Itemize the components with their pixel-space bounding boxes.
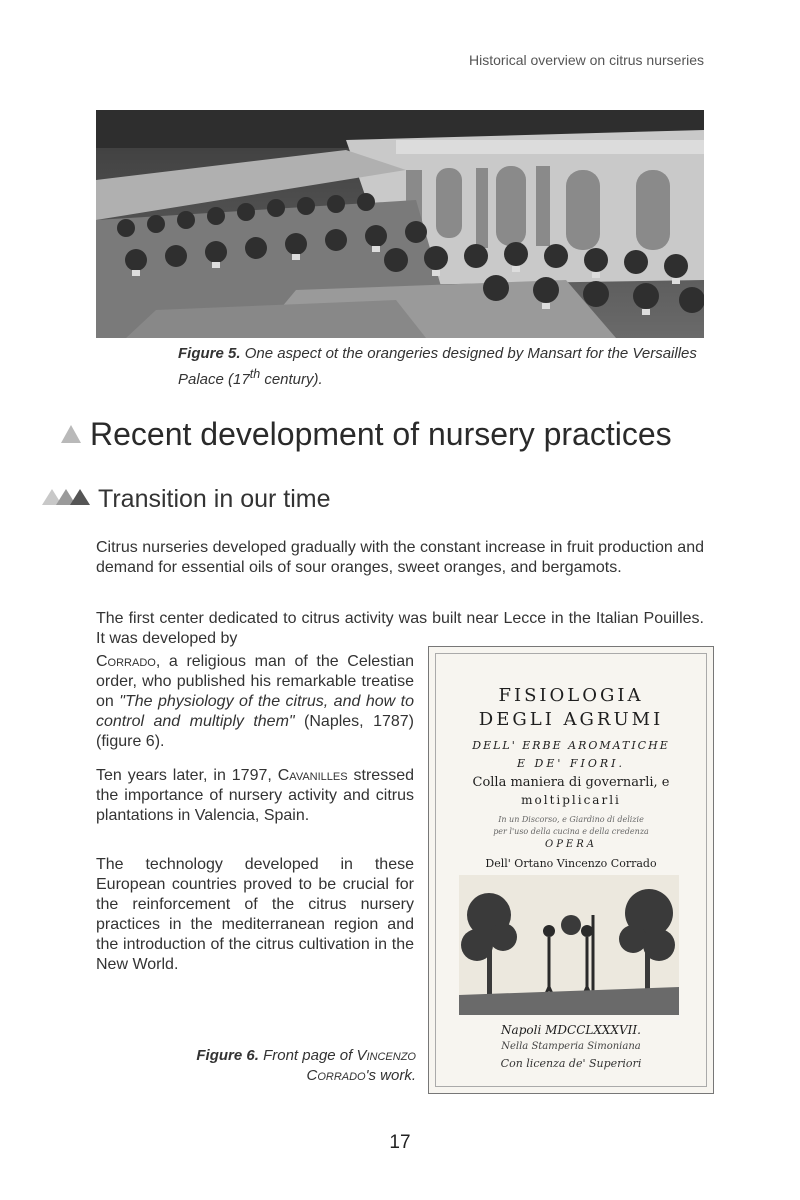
author-name-corrado: Corrado xyxy=(96,653,156,670)
figure-5-label: Figure 5. xyxy=(178,345,241,362)
subsection-heading xyxy=(40,485,331,514)
treatise-title: "The physiology of the citrus, and how to control and multiply them" xyxy=(96,693,414,730)
section-heading-text: Recent development of nursery practices xyxy=(90,416,672,452)
figure-5-caption-text: One aspect ot the orangeries designed by Mansart for the Versailles Palace (17 xyxy=(178,345,697,388)
frontispiece-title-10: Dell' Ortano Vincenzo Corrado xyxy=(485,857,657,870)
frontispiece-title-7: In un Discorso, e Giardino di delizie xyxy=(498,815,644,824)
figure-5-photo xyxy=(96,110,704,338)
author-name-cavanilles: Cavanilles xyxy=(277,767,348,784)
figure-6-caption-end: 's work. xyxy=(365,1067,416,1084)
triangle-bullet-icon xyxy=(60,416,82,453)
figure-5-caption-end: century). xyxy=(260,371,323,388)
section-heading xyxy=(60,416,672,453)
paragraph-2: The first center dedicated to citrus activity was built near Lecce in the Italian Pouilles. It was developed by xyxy=(96,610,704,647)
paragraph-2-continued xyxy=(96,652,414,752)
paragraph-3 xyxy=(96,766,414,826)
double-triangle-bullet-icon xyxy=(40,485,90,514)
figure-5-caption-sup: th xyxy=(249,367,261,381)
figure-6-caption-text: Front page of xyxy=(263,1047,353,1064)
figure-6-label: Figure 6. xyxy=(196,1047,259,1064)
frontispiece-title-1: FISIOLOGIA xyxy=(498,685,644,706)
frontispiece-imprint-3: Con licenza de' Superiori xyxy=(500,1057,642,1070)
figure-6-caption-name: Vincenzo Corrado xyxy=(306,1047,416,1084)
page-number: 17 xyxy=(389,1132,411,1153)
frontispiece-title-5: Colla maniera di governarli, e xyxy=(472,775,670,790)
subsection-heading-text: Transition in our time xyxy=(98,485,331,513)
frontispiece-imprint-2: Nella Stamperia Simoniana xyxy=(501,1041,641,1052)
figure-6-caption xyxy=(150,1046,416,1086)
frontispiece-title-8: per l'uso della cucina e della credenza xyxy=(493,827,649,836)
paragraph-2-continued-b: (Naples, 1787) (figure 6). xyxy=(96,713,414,750)
paragraph-4: The technology developed in these European countries proved to be crucial for the reinforcement of the citrus nursery practices in the mediterranean region and the introduction of the citrus cultivation in the New World. xyxy=(96,856,414,973)
paragraph-3-b: stressed the importance of nursery activity and citrus plantations in Valencia, Spain. xyxy=(96,767,414,824)
figure-5-caption xyxy=(178,344,708,390)
frontispiece-engraving xyxy=(459,875,679,1020)
paragraph-3-a: Ten years later, in 1797, xyxy=(96,767,278,784)
frontispiece-imprint-1: Napoli MDCCLXXXVII. xyxy=(501,1023,641,1037)
frontispiece-title-3: DELL' ERBE AROMATICHE xyxy=(472,739,670,752)
paragraph-2-continued-a: , a religious man of the Celestian order, who published his remarkable treatise on xyxy=(96,653,414,710)
frontispiece-title-9: OPERA xyxy=(545,839,597,850)
running-head: Historical overview on citrus nurseries xyxy=(469,52,704,68)
figure-6-frontispiece xyxy=(428,646,714,1094)
frontispiece-title-2: DEGLI AGRUMI xyxy=(478,709,664,730)
paragraph-1: Citrus nurseries developed gradually with the constant increase in fruit production and demand for essential oils of sour oranges, sweet oranges, and bergamots. xyxy=(96,539,704,576)
frontispiece-title-6: moltiplicarli xyxy=(521,793,621,807)
frontispiece-title-4: E DE' FIORI. xyxy=(516,757,625,770)
